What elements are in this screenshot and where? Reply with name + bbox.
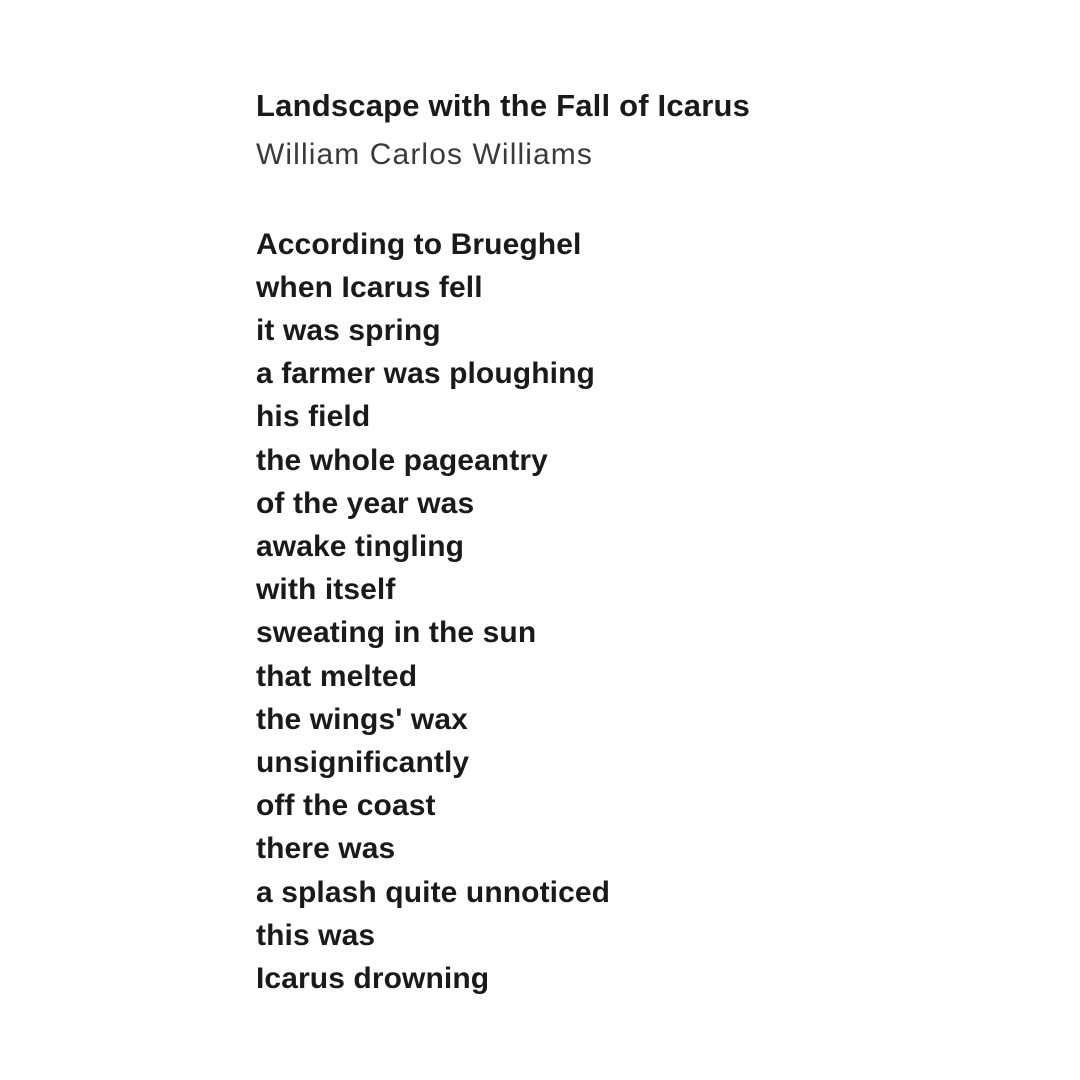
poem-line: unsignificantly [256, 745, 470, 779]
poem-line: his field [256, 400, 371, 434]
poem-line: a farmer was ploughing [256, 357, 595, 391]
poem-line: sweating in the sun [256, 616, 537, 650]
poem-author: William Carlos Williams [256, 137, 593, 171]
poem-body [256, 223, 1016, 1001]
poem-line: with itself [256, 573, 396, 607]
poem-line: there was [256, 832, 396, 866]
poem-line: of the year was [256, 486, 475, 520]
poem-line: off the coast [256, 789, 436, 823]
poem-line: the wings' wax [256, 702, 468, 736]
poem-line: a splash quite unnoticed [256, 875, 611, 909]
page-title: Landscape with the Fall of Icarus [256, 88, 751, 123]
poem-line: the whole pageantry [256, 443, 548, 477]
poem-content [256, 86, 1016, 1000]
poem-line: According to Brueghel [256, 227, 582, 261]
poem-line: awake tingling [256, 529, 465, 563]
poem-line: Icarus drowning [256, 961, 490, 995]
poem-line: that melted [256, 659, 418, 693]
poem-line: this was [256, 918, 376, 952]
poem-line: it was spring [256, 313, 441, 347]
poem-line: when Icarus fell [256, 270, 483, 304]
